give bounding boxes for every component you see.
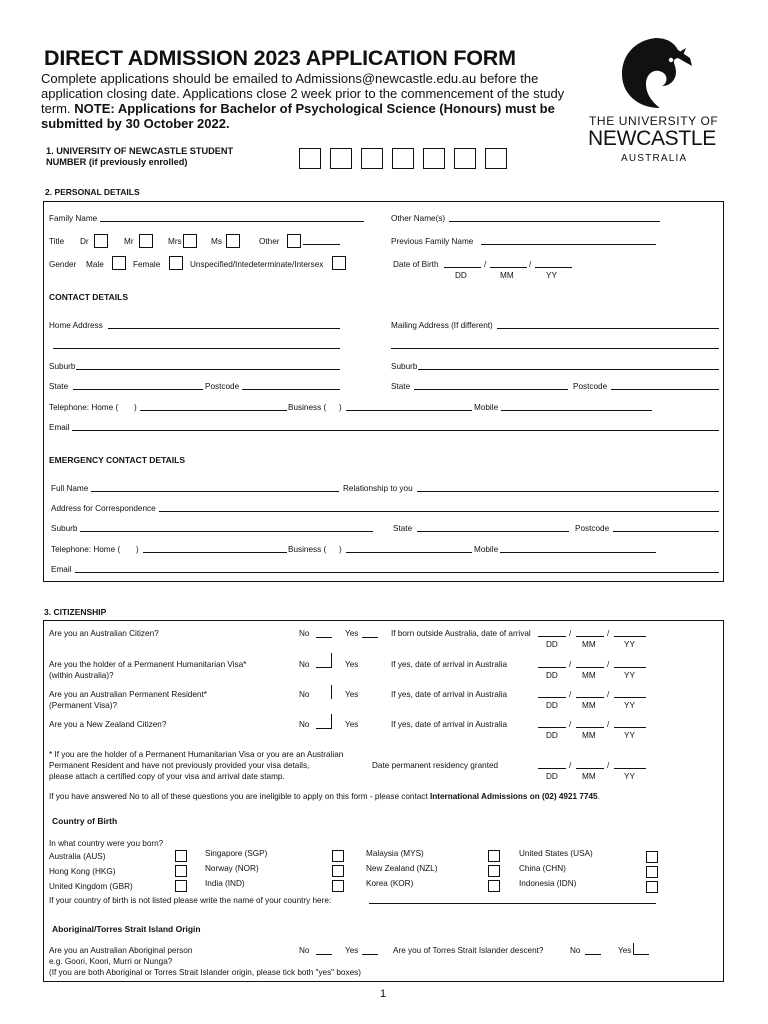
mailing-address-label: Mailing Address (If different) xyxy=(391,321,493,330)
student-number-digit-3[interactable] xyxy=(361,148,383,169)
intro-note: NOTE: Applications for Bachelor of Psychological Science (Honours) must be xyxy=(74,101,555,116)
q2-arrival-yy[interactable] xyxy=(614,667,646,668)
torres-yes-tick xyxy=(633,943,634,955)
home-state-label: State xyxy=(49,382,69,391)
q-permanent-resident-2: (Permanent Visa)? xyxy=(49,701,118,710)
country-usa-checkbox[interactable] xyxy=(646,851,658,863)
q4-no-tick xyxy=(331,714,332,728)
q4-dd-caption: DD xyxy=(546,731,558,740)
student-number-digit-7[interactable] xyxy=(485,148,507,169)
country-kor-label: Korea (KOR) xyxy=(366,879,414,888)
q1-arrival-dd[interactable] xyxy=(538,636,566,637)
q2-dd-caption: DD xyxy=(546,671,558,680)
title-other-label: Other xyxy=(259,237,280,246)
perm-yy-caption: YY xyxy=(624,772,635,781)
country-ind-checkbox[interactable] xyxy=(332,880,344,892)
q3-no-tick xyxy=(331,685,332,699)
q1-mm-caption: MM xyxy=(582,640,596,649)
q4-slash-2: / xyxy=(607,720,610,729)
q3-dd-caption: DD xyxy=(546,701,558,710)
visa-note-1: * If you are the holder of a Permanent Humanitarian Visa or you are an Australian xyxy=(49,750,344,759)
mailing-state-field[interactable] xyxy=(414,389,568,390)
country-nor-checkbox[interactable] xyxy=(332,865,344,877)
ineligible-notice xyxy=(49,792,600,801)
emergency-address-field[interactable] xyxy=(159,511,719,512)
q4-slash-1: / xyxy=(569,720,572,729)
perm-mm-caption: MM xyxy=(582,772,596,781)
intro-line-2: application closing date. Applications close 2 week prior to the commencement of the study xyxy=(41,86,565,101)
gender-male-label: Male xyxy=(86,260,104,269)
q1-no-label: No xyxy=(299,629,310,638)
gender-unspecified-label: Unspecified/Intedeterminate/Intersex xyxy=(190,260,324,269)
q4-arrival-label: If yes, date of arrival in Australia xyxy=(391,720,508,729)
aboriginal-question-2: e.g. Goori, Koori, Murri or Nunga? xyxy=(49,957,173,966)
country-chn-label: China (CHN) xyxy=(519,864,566,873)
email-field[interactable] xyxy=(72,430,719,431)
title-other-checkbox[interactable] xyxy=(287,234,301,248)
email-label: Email xyxy=(49,423,70,432)
mailing-state-label: State xyxy=(391,382,411,391)
student-number-digit-6[interactable] xyxy=(454,148,476,169)
title-mrs-label: Mrs xyxy=(168,237,182,246)
aboriginal-yes-field[interactable] xyxy=(362,954,378,955)
home-postcode-field[interactable] xyxy=(242,389,340,390)
q2-slash-2: / xyxy=(607,660,610,669)
title-mrs-checkbox[interactable] xyxy=(183,234,197,248)
q3-arrival-label: If yes, date of arrival in Australia xyxy=(391,690,508,699)
country-idn-label: Indonesia (IDN) xyxy=(519,879,577,888)
logo-line-2: NEWCASTLE xyxy=(588,127,716,150)
aboriginal-no-label: No xyxy=(299,946,310,955)
dob-day-field[interactable] xyxy=(444,267,481,268)
student-number-digit-2[interactable] xyxy=(330,148,352,169)
country-chn-checkbox[interactable] xyxy=(646,866,658,878)
dob-month-field[interactable] xyxy=(490,267,527,268)
q2-arrival-label: If yes, date of arrival in Australia xyxy=(391,660,508,669)
emergency-telephone-business-label: Business ( xyxy=(288,545,327,554)
emergency-state-label: State xyxy=(393,524,413,533)
emergency-state-field[interactable] xyxy=(417,531,569,532)
ineligible-end: . xyxy=(597,792,600,801)
emergency-telephone-home-paren: ) xyxy=(136,545,139,554)
q3-arrival-yy[interactable] xyxy=(614,697,646,698)
page-number: 1 xyxy=(380,988,387,1000)
q2-yes-label: Yes xyxy=(345,660,359,669)
country-gbr-checkbox[interactable] xyxy=(175,880,187,892)
q1-dd-caption: DD xyxy=(546,640,558,649)
intro-term: term. xyxy=(41,101,71,116)
university-logo xyxy=(588,36,722,168)
q-humanitarian-visa-1: Are you the holder of a Permanent Humanitarian Visa* xyxy=(49,660,247,669)
mailing-address-field-1[interactable] xyxy=(497,328,719,329)
previous-family-name-label: Previous Family Name xyxy=(391,237,474,246)
previous-family-name-field[interactable] xyxy=(481,244,656,245)
country-kor-checkbox[interactable] xyxy=(488,880,500,892)
emergency-postcode-label: Postcode xyxy=(575,524,610,533)
telephone-home-label: Telephone: Home ( xyxy=(49,403,119,412)
country-gbr-label: United Kingdom (GBR) xyxy=(49,882,133,891)
title-ms-checkbox[interactable] xyxy=(226,234,240,248)
q3-no-label: No xyxy=(299,690,310,699)
emergency-address-label: Address for Correspondence xyxy=(51,504,156,513)
q4-arrival-mm[interactable] xyxy=(576,727,604,728)
q4-arrival-dd[interactable] xyxy=(538,727,566,728)
country-aus-checkbox[interactable] xyxy=(175,850,187,862)
q4-yy-caption: YY xyxy=(624,731,635,740)
torres-yes-field[interactable] xyxy=(633,954,649,955)
q2-no-tick xyxy=(331,653,332,667)
q3-slash-2: / xyxy=(607,690,610,699)
gender-unspecified-checkbox[interactable] xyxy=(332,256,346,270)
title-ms-label: Ms xyxy=(211,237,222,246)
dob-dd-caption: DD xyxy=(455,271,467,280)
q4-no-field[interactable] xyxy=(316,728,332,729)
intro-line-1: Complete applications should be emailed to Admissions@newcastle.edu.au before the xyxy=(41,71,539,86)
student-number-digit-1[interactable] xyxy=(299,148,321,169)
student-number-label-2: NUMBER (if previously enrolled) xyxy=(46,157,188,167)
telephone-mobile-field[interactable] xyxy=(501,410,652,411)
q2-no-label: No xyxy=(299,660,310,669)
home-address-label: Home Address xyxy=(49,321,103,330)
home-state-field[interactable] xyxy=(73,389,203,390)
q4-mm-caption: MM xyxy=(582,731,596,740)
perm-granted-mm[interactable] xyxy=(576,768,604,769)
q3-yy-caption: YY xyxy=(624,701,635,710)
country-hkg-checkbox[interactable] xyxy=(175,865,187,877)
form-title: DIRECT ADMISSION 2023 APPLICATION FORM xyxy=(44,46,516,70)
q2-yy-caption: YY xyxy=(624,671,635,680)
q1-yes-label: Yes xyxy=(345,629,359,638)
perm-granted-dd[interactable] xyxy=(538,768,566,769)
dob-yy-caption: YY xyxy=(546,271,557,280)
emergency-telephone-home-label: Telephone: Home ( xyxy=(51,545,121,554)
emergency-full-name-field[interactable] xyxy=(91,491,339,492)
other-names-label: Other Name(s) xyxy=(391,214,446,223)
personal-details-heading: 2. PERSONAL DETAILS xyxy=(45,187,140,197)
emergency-telephone-mobile-label: Mobile xyxy=(474,545,499,554)
aboriginal-no-field[interactable] xyxy=(316,954,332,955)
country-mys-label: Malaysia (MYS) xyxy=(366,849,424,858)
gender-label: Gender xyxy=(49,260,77,269)
intro-line-4: submitted by 30 October 2022. xyxy=(41,116,230,131)
q1-slash-2: / xyxy=(607,629,610,638)
title-dr-checkbox[interactable] xyxy=(94,234,108,248)
emergency-suburb-field[interactable] xyxy=(80,531,373,532)
perm-dd-caption: DD xyxy=(546,772,558,781)
telephone-home-field[interactable] xyxy=(140,410,287,411)
emergency-email-label: Email xyxy=(51,565,72,574)
mailing-suburb-label: Suburb xyxy=(391,362,418,371)
aboriginal-question-3: (If you are both Aboriginal or Torres Strait Islander origin, please tick both "yes" boxes) xyxy=(49,968,361,977)
other-names-field[interactable] xyxy=(449,221,660,222)
home-suburb-label: Suburb xyxy=(49,362,76,371)
gender-male-checkbox[interactable] xyxy=(112,256,126,270)
country-not-listed-label: If your country of birth is not listed please write the name of your country here: xyxy=(49,896,332,905)
country-idn-checkbox[interactable] xyxy=(646,881,658,893)
perm-slash-2: / xyxy=(607,761,610,770)
country-hkg-label: Hong Kong (HKG) xyxy=(49,867,116,876)
country-of-birth-heading: Country of Birth xyxy=(52,816,118,826)
emergency-telephone-business-paren: ) xyxy=(339,545,342,554)
q-humanitarian-visa-2: (within Australia)? xyxy=(49,671,114,680)
title-label: Title xyxy=(49,237,65,246)
mailing-suburb-field[interactable] xyxy=(418,369,719,370)
gender-female-label: Female xyxy=(133,260,161,269)
student-number-digit-5[interactable] xyxy=(423,148,445,169)
q3-arrival-mm[interactable] xyxy=(576,697,604,698)
dob-year-field[interactable] xyxy=(535,267,572,268)
q1-arrival-yy[interactable] xyxy=(614,636,646,637)
q2-arrival-dd[interactable] xyxy=(538,667,566,668)
q3-arrival-dd[interactable] xyxy=(538,697,566,698)
aboriginal-yes-label: Yes xyxy=(345,946,359,955)
perm-slash-1: / xyxy=(569,761,572,770)
q1-slash-1: / xyxy=(569,629,572,638)
q2-no-field[interactable] xyxy=(316,667,332,668)
emergency-telephone-home-field[interactable] xyxy=(143,552,287,553)
title-mr-label: Mr xyxy=(124,237,134,246)
country-of-birth-question: In what country were you born? xyxy=(49,839,164,848)
q3-mm-caption: MM xyxy=(582,701,596,710)
family-name-label: Family Name xyxy=(49,214,98,223)
student-number-digit-4[interactable] xyxy=(392,148,414,169)
home-address-field-1[interactable] xyxy=(108,328,340,329)
country-ind-label: India (IND) xyxy=(205,879,245,888)
emergency-email-field[interactable] xyxy=(75,572,719,573)
dob-mm-caption: MM xyxy=(500,271,514,280)
personal-details-panel xyxy=(43,201,724,582)
q2-arrival-mm[interactable] xyxy=(576,667,604,668)
emergency-postcode-field[interactable] xyxy=(613,531,719,532)
country-not-listed-field[interactable] xyxy=(369,903,656,904)
q4-arrival-yy[interactable] xyxy=(614,727,646,728)
q4-yes-label: Yes xyxy=(345,720,359,729)
country-mys-checkbox[interactable] xyxy=(488,850,500,862)
logo-line-3: AUSTRALIA xyxy=(621,153,688,164)
dob-label: Date of Birth xyxy=(393,260,439,269)
q2-mm-caption: MM xyxy=(582,671,596,680)
country-nzl-label: New Zealand (NZL) xyxy=(366,864,438,873)
mailing-postcode-field[interactable] xyxy=(611,389,719,390)
country-nor-label: Norway (NOR) xyxy=(205,864,259,873)
perm-granted-yy[interactable] xyxy=(614,768,646,769)
emergency-full-name-label: Full Name xyxy=(51,484,89,493)
emergency-contact-heading: EMERGENCY CONTACT DETAILS xyxy=(49,455,186,465)
emergency-relationship-label: Relationship to you xyxy=(343,484,413,493)
country-sgp-checkbox[interactable] xyxy=(332,850,344,862)
mailing-address-field-2[interactable] xyxy=(391,348,719,349)
torres-yes-label: Yes xyxy=(618,946,632,955)
emergency-suburb-label: Suburb xyxy=(51,524,78,533)
country-nzl-checkbox[interactable] xyxy=(488,865,500,877)
family-name-field[interactable] xyxy=(100,221,364,222)
torres-no-label: No xyxy=(570,946,581,955)
home-address-field-2[interactable] xyxy=(53,348,340,349)
dob-slash-1: / xyxy=(484,260,487,269)
q4-no-label: No xyxy=(299,720,310,729)
telephone-home-paren: ) xyxy=(134,403,137,412)
home-suburb-field[interactable] xyxy=(76,369,340,370)
perm-granted-label: Date permanent residency granted xyxy=(372,761,499,770)
q1-yy-caption: YY xyxy=(624,640,635,649)
country-sgp-label: Singapore (SGP) xyxy=(205,849,268,858)
telephone-mobile-label: Mobile xyxy=(474,403,499,412)
q1-arrival-label: If born outside Australia, date of arrival xyxy=(391,629,531,638)
emergency-telephone-mobile-field[interactable] xyxy=(500,552,656,553)
q3-yes-label: Yes xyxy=(345,690,359,699)
q1-arrival-mm[interactable] xyxy=(576,636,604,637)
telephone-business-field[interactable] xyxy=(346,410,472,411)
citizenship-heading: 3. CITIZENSHIP xyxy=(44,607,107,617)
torres-no-field[interactable] xyxy=(585,954,601,955)
telephone-business-paren: ) xyxy=(339,403,342,412)
q2-slash-1: / xyxy=(569,660,572,669)
visa-note-2: Permanent Resident and have not previously provided your visa details, xyxy=(49,761,310,770)
title-dr-label: Dr xyxy=(80,237,89,246)
q3-slash-1: / xyxy=(569,690,572,699)
logo-line-1: THE UNIVERSITY OF xyxy=(589,114,719,128)
international-admissions-contact: International Admissions on (02) 4921 7745 xyxy=(429,792,598,801)
q-nz-citizen: Are you a New Zealand Citizen? xyxy=(49,720,167,729)
seahorse-logo-icon xyxy=(616,36,696,110)
dob-slash-2: / xyxy=(529,260,532,269)
visa-note-3: please attach a certified copy of your visa and arrival date stamp. xyxy=(49,772,285,781)
torres-question: Are you of Torres Strait Islander descent? xyxy=(393,946,544,955)
q-australian-citizen: Are you an Australian Citizen? xyxy=(49,629,159,638)
telephone-business-label: Business ( xyxy=(288,403,327,412)
contact-details-heading: CONTACT DETAILS xyxy=(49,292,129,302)
intro-line-3 xyxy=(41,101,555,116)
home-postcode-label: Postcode xyxy=(205,382,240,391)
q-permanent-resident-1: Are you an Australian Permanent Resident* xyxy=(49,690,207,699)
title-mr-checkbox[interactable] xyxy=(139,234,153,248)
emergency-relationship-field[interactable] xyxy=(417,491,719,492)
title-other-field[interactable] xyxy=(303,244,340,245)
gender-female-checkbox[interactable] xyxy=(169,256,183,270)
q1-yes-field[interactable] xyxy=(362,637,378,638)
q1-no-field[interactable] xyxy=(316,637,332,638)
ineligible-text: If you have answered No to all of these questions you are ineligible to apply on this form - please contact xyxy=(49,792,430,801)
emergency-telephone-business-field[interactable] xyxy=(346,552,472,553)
aboriginal-heading: Aboriginal/Torres Strait Island Origin xyxy=(52,924,201,934)
student-number-label-1: 1. UNIVERSITY OF NEWCASTLE STUDENT xyxy=(46,146,234,156)
country-aus-label: Australia (AUS) xyxy=(49,852,106,861)
country-usa-label: United States (USA) xyxy=(519,849,593,858)
aboriginal-question-1: Are you an Australian Aboriginal person xyxy=(49,946,193,955)
mailing-postcode-label: Postcode xyxy=(573,382,608,391)
